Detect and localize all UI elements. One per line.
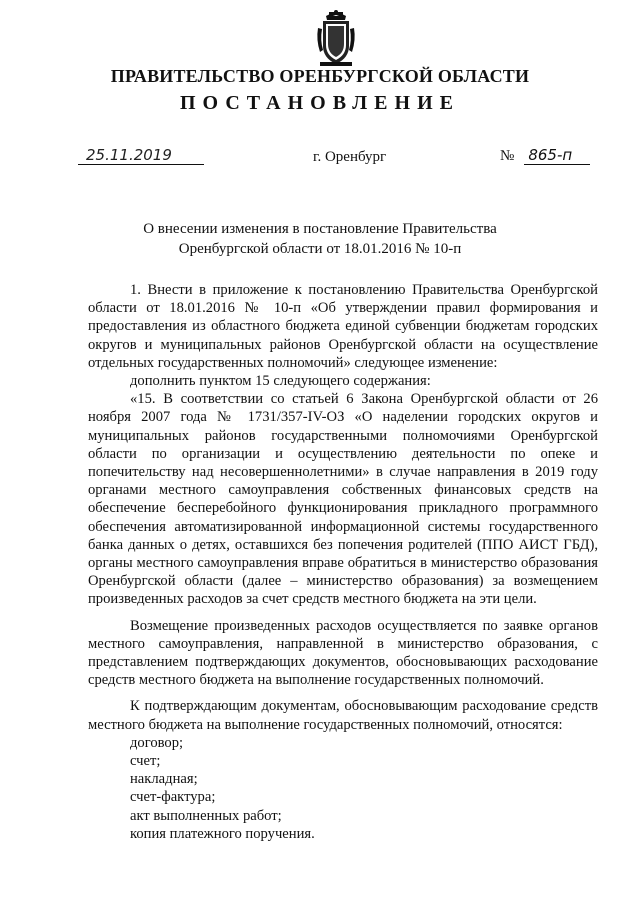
list-item: счет-фактура; [130,789,216,806]
list-item: акт выполненных работ; [130,807,282,824]
document-body [88,281,598,843]
paragraph-1: 1. Внести в приложение к постановлению Правительства Оренбургской области от 18.01.2016 № 10-п «Об утверждении правил формирования и предоставления из областного бюджета единой субвенции бюджетам городских округов и муниципальных районов Оренбургской области на осуществление отдельных государственных полномочий» следующее изменение: [88,282,598,371]
number-value: 865-п [524,146,590,165]
document-city: г. Оренбург [313,149,387,165]
list-item: счет; [130,753,161,770]
subject-line-2: Оренбургской области от 18.01.2016 № 10-п [178,241,462,257]
government-title: ПРАВИТЕЛЬСТВО ОРЕНБУРГСКОЙ ОБЛАСТИ [110,66,530,86]
subject-line-1: О внесении изменения в постановление Правительства [143,221,497,237]
document-date: 25.11.2019 [78,146,204,165]
paragraph-5: К подтверждающим документам, обосновывающим расходование средств местного бюджета на выполнение государственных полномочий, относятся: [88,698,598,733]
document-type: ПОСТАНОВЛЕНИЕ [180,92,460,114]
list-item: накладная; [130,771,198,788]
list-item: договор; [130,734,184,751]
coat-of-arms-icon [314,10,358,68]
number-label: № [500,148,515,164]
paragraph-2: дополнить пунктом 15 следующего содержания: [130,373,431,390]
list-item: копия платежного поручения. [130,825,315,842]
paragraph-4: Возмещение произведенных расходов осуществляется по заявке органов местного самоуправления, направленной в министерство образования, с представлением подтверждающих документов, обосновывающих расходование средств местного бюджета на выполнение государственных полномочий. [88,617,598,689]
document-number [500,146,590,165]
paragraph-3: «15. В соответствии со статьей 6 Закона Оренбургской области от 26 ноября 2007 года № 1731/357-IV-ОЗ «О наделении городских округов и муниципальных районов государственными полномочиями Оренбургской области по организации и осуществлению деятельности по опеке и попечительству над несовершеннолетними» в случае направления в 2019 году органами местного самоуправления собственных финансовых средств на обеспечение бесперебойного функционирования прикладного программного обеспечения автоматизированной информационной системы государственного банка данных о детях, оставшихся без попечения родителей (ППО АИСТ ГБД), органы местного самоуправления вправе обратиться в министерство образования Оренбургской области (далее – министерство образования) за возмещением произведенных расходов за счет средств местного бюджета на эти цели. [88,391,598,608]
document-subject [0,219,640,259]
